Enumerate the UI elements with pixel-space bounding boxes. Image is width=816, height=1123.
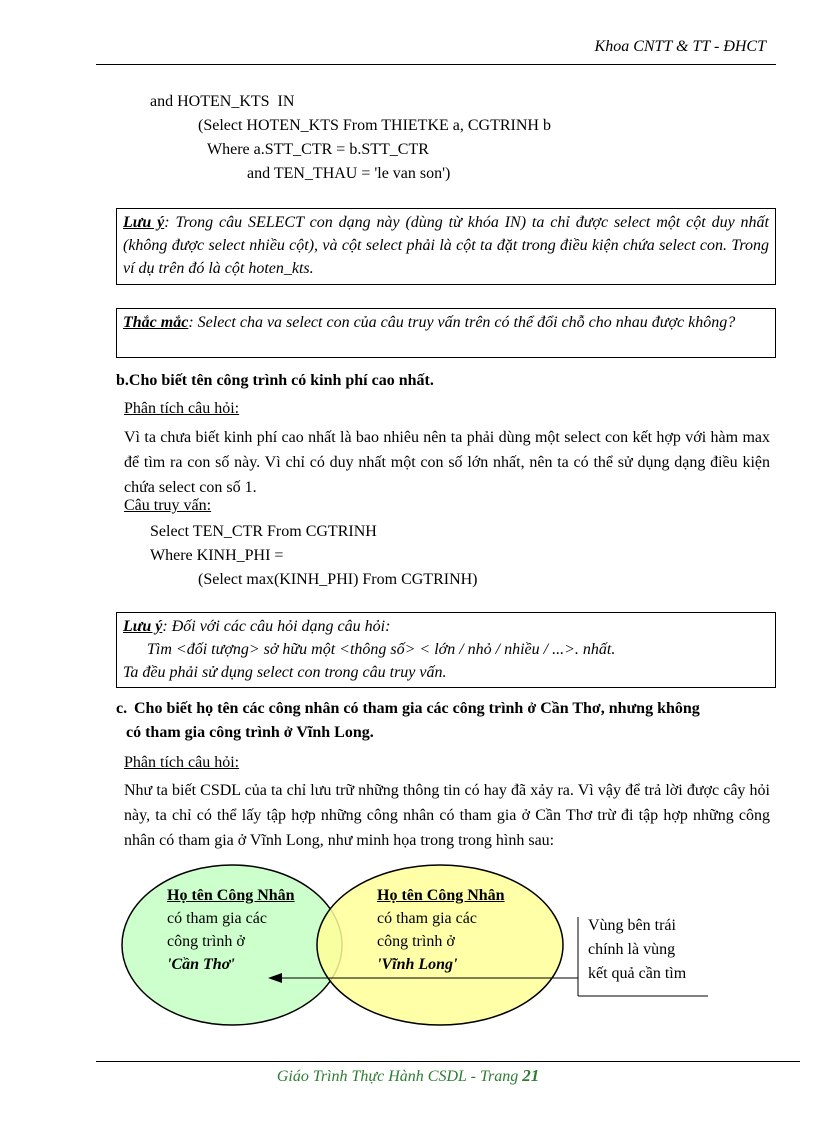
section-c-title: Cho biết họ tên các công nhân có tham gia các công trình ở Cần Thơ, nhưng không (134, 700, 700, 717)
note-text: Tìm <đối tượng> sở hữu một <thông số> < lớn / nhỏ / nhiều / ...>. nhất. (147, 641, 616, 658)
code-line: Where a.STT_CTR = b.STT_CTR (207, 141, 429, 158)
code-line: Where KINH_PHI = (150, 547, 284, 564)
code-line: and TEN_THAU = 'le van son') (247, 165, 451, 182)
code-line: and HOTEN_KTS IN (150, 93, 295, 110)
note-box-luu-y-2 (116, 612, 776, 688)
venn-left-line: có tham gia các (167, 910, 267, 927)
venn-left-line: công trình ở (167, 933, 245, 950)
analysis-label: Phân tích câu hỏi: (124, 754, 240, 771)
callout-line: chính là vùng (588, 941, 676, 958)
note-label: Thắc mắc (123, 314, 189, 331)
page-header: Khoa CNTT & TT - ĐHCT (594, 38, 766, 55)
footer-rule (96, 1061, 800, 1062)
venn-right-line: có tham gia các (377, 910, 477, 927)
venn-left-label (167, 884, 295, 976)
note-text: : Đối với các câu hỏi dạng câu hỏi: (162, 618, 391, 635)
analysis-text: Vì ta chưa biết kinh phí cao nhất là bao nhiêu nên ta phải dùng một select con kết hợp với hàm max để tìm ra con số này. Vì chỉ có duy nhất một con số lớn nhất, nên ta có thể sử dụng dạng điều kiện chứa select con số 1. (124, 429, 770, 496)
code-line: Select TEN_CTR From CGTRINH (150, 523, 377, 540)
venn-right-place: 'Vĩnh Long' (377, 956, 458, 973)
section-b-title: b.Cho biết tên công trình có kinh phí cao nhất. (116, 372, 434, 389)
note-label: Lưu ý (123, 214, 165, 231)
query-label: Câu truy vấn: (124, 497, 212, 514)
note-label: Lưu ý (123, 618, 163, 635)
code-line: (Select HOTEN_KTS From THIETKE a, CGTRINH b (198, 117, 551, 134)
section-c-title-cont: có tham gia công trình ở Vĩnh Long. (126, 724, 374, 741)
venn-right-title: Họ tên Công Nhân (377, 887, 505, 904)
note-text: : Trong câu SELECT con dạng này (dùng từ khóa IN) ta chỉ được select một cột duy nhất (không được select nhiều cột), và cột select phải là cột ta đặt trong điều kiện chứa select con. Trong ví dụ trên đó là cột hoten_kts. (123, 214, 770, 277)
analysis-label: Phân tích câu hỏi: (124, 400, 240, 417)
venn-right-label (377, 884, 505, 976)
callout-line: kết quả cần tìm (588, 965, 687, 982)
callout-text (588, 914, 686, 986)
footer-text: Giáo Trình Thực Hành CSDL - Trang (276, 1068, 519, 1085)
analysis-text: Như ta biết CSDL của ta chỉ lưu trữ những thông tin có hay đã xảy ra. Vì vậy để trả lời được cây hỏi này, ta chỉ có thể lấy tập hợp những công nhân có tham gia ở Cần Thơ trừ đi tập hợp những công nhân có tham gia ở Vĩnh Long, như minh họa trong trong hình sau: (124, 782, 770, 849)
note-text: Ta đều phải sử dụng select con trong câu truy vấn. (123, 664, 447, 681)
header-rule (96, 64, 776, 65)
note-box-luu-y (116, 208, 776, 285)
note-box-thac-mac (116, 308, 776, 358)
page-footer (0, 1066, 816, 1086)
venn-left-place: 'Cần Thơ' (167, 956, 235, 973)
page-number: 21 (522, 1066, 540, 1085)
venn-left-title: Họ tên Công Nhân (167, 887, 295, 904)
callout-line: Vùng bên trái (588, 917, 676, 934)
code-line: (Select max(KINH_PHI) From CGTRINH) (198, 571, 478, 588)
section-c-prefix: c. (116, 700, 128, 717)
venn-right-line: công trình ở (377, 933, 455, 950)
note-text: : Select cha va select con của câu truy vấn trên có thể đổi chỗ cho nhau được không? (188, 314, 736, 331)
